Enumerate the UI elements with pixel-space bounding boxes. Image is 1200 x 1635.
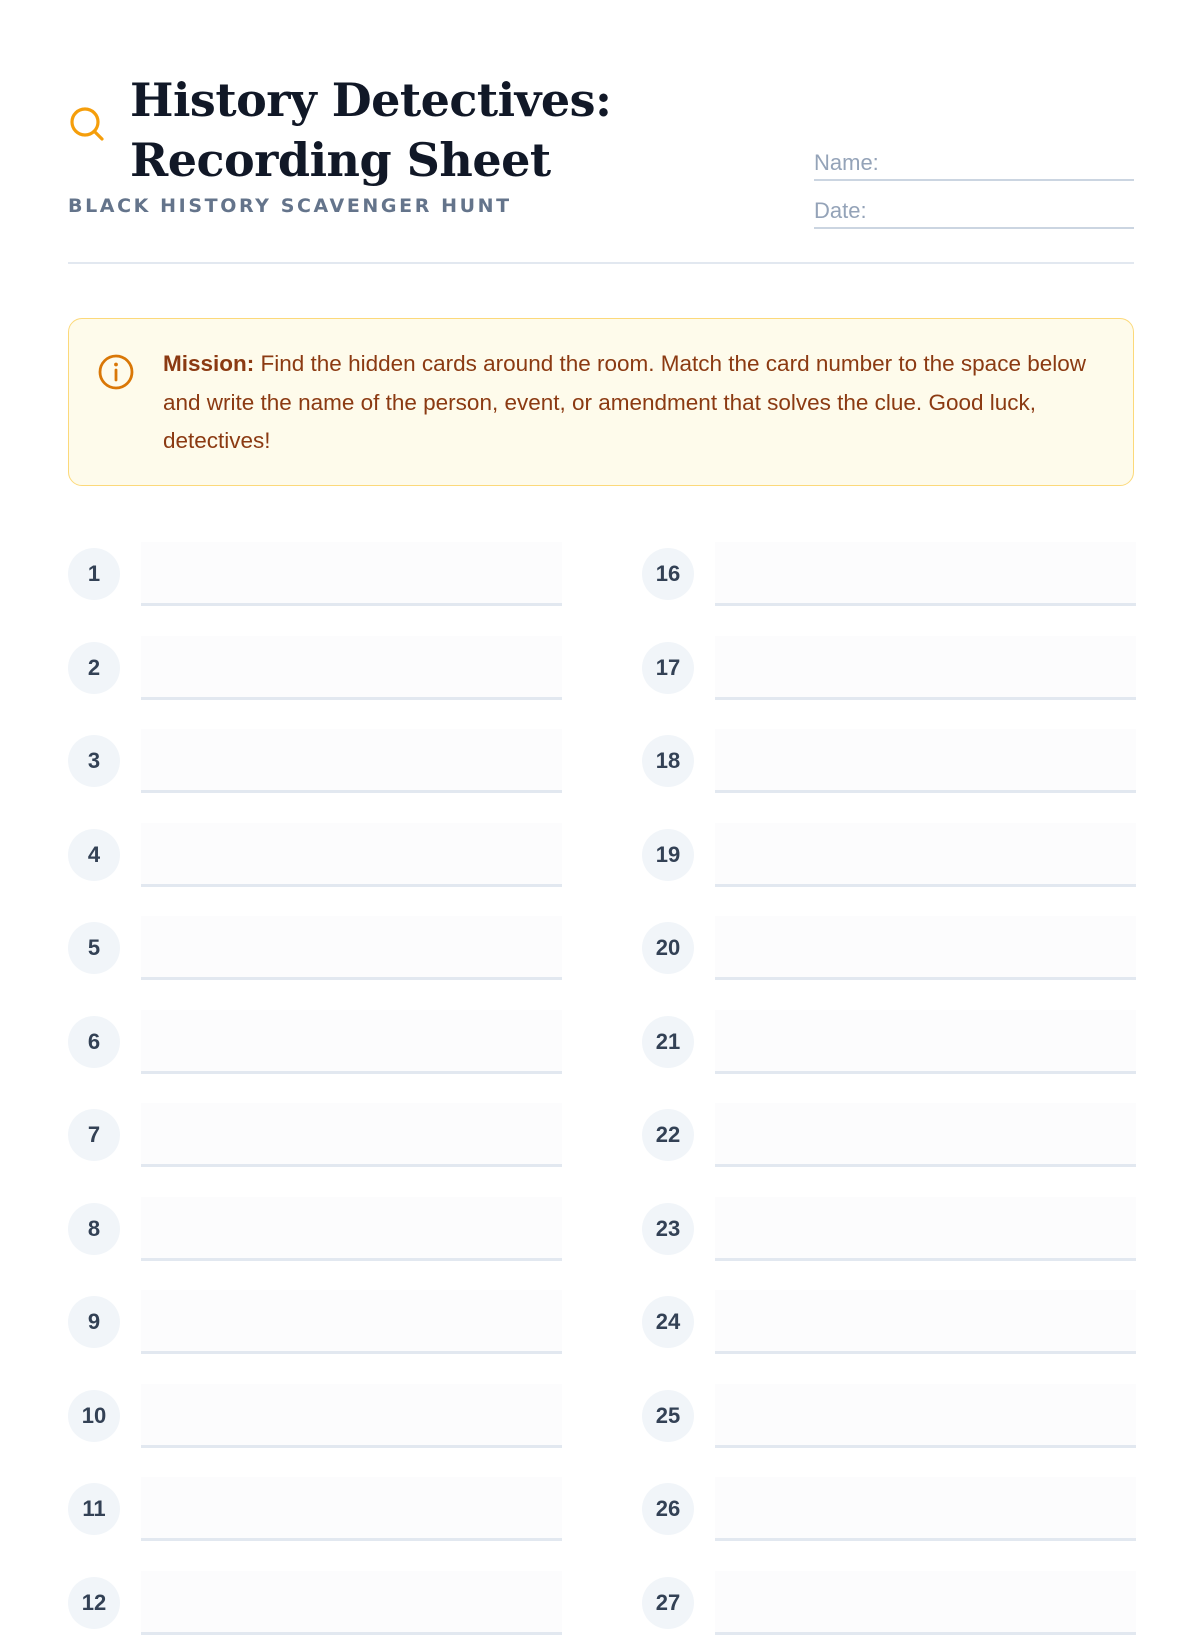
name-field[interactable] [814,137,1134,181]
answer-line[interactable] [141,1477,562,1541]
answer-line[interactable] [141,823,562,887]
answer-line[interactable] [141,729,562,793]
answer-row [642,636,1136,700]
answer-line[interactable] [715,916,1136,980]
answer-number: 19 [642,829,694,881]
answer-number: 2 [68,642,120,694]
answer-number: 9 [68,1296,120,1348]
answer-line[interactable] [715,1290,1136,1354]
answer-row [68,542,562,606]
answer-number: 11 [68,1483,120,1535]
answer-row [642,729,1136,793]
title-line-1: History Detectives: [130,73,612,127]
answer-number: 5 [68,922,120,974]
answer-row [642,1103,1136,1167]
answer-line[interactable] [715,823,1136,887]
header [68,70,1134,264]
answer-row [68,729,562,793]
answer-line[interactable] [715,636,1136,700]
answer-number: 7 [68,1109,120,1161]
answer-number: 1 [68,548,120,600]
answer-row [68,1103,562,1167]
answer-line[interactable] [141,1571,562,1635]
answer-row [642,823,1136,887]
answer-row [642,1384,1136,1448]
answer-line[interactable] [715,1197,1136,1261]
date-field[interactable] [814,185,1134,229]
answer-number: 27 [642,1577,694,1629]
answer-row [642,1477,1136,1541]
answer-number: 17 [642,642,694,694]
answer-number: 21 [642,1016,694,1068]
answer-number: 16 [642,548,694,600]
answer-line[interactable] [141,542,562,606]
answer-number: 3 [68,735,120,787]
answer-number: 4 [68,829,120,881]
answer-line[interactable] [715,1103,1136,1167]
answer-row [68,1010,562,1074]
answer-row [642,1290,1136,1354]
answer-number: 6 [68,1016,120,1068]
answer-row [68,1290,562,1354]
answer-number: 10 [68,1390,120,1442]
answer-number: 24 [642,1296,694,1348]
student-fields [814,137,1134,233]
answer-line[interactable] [141,1103,562,1167]
answer-row [68,1571,562,1635]
mission-body: Find the hidden cards around the room. Match the card number to the space below and write the name of the person, event, or amendment that solves the clue. Good luck, detectives! [163,351,1086,453]
mission-label: Mission: [163,351,255,376]
answer-line[interactable] [141,636,562,700]
answer-number: 23 [642,1203,694,1255]
answer-line[interactable] [715,1010,1136,1074]
answer-line[interactable] [715,1384,1136,1448]
answer-line[interactable] [141,1290,562,1354]
answer-number: 20 [642,922,694,974]
answer-row [68,916,562,980]
mission-callout [68,318,1134,486]
answer-row [642,1010,1136,1074]
title-line-2: Recording Sheet [130,133,551,187]
answer-line[interactable] [715,729,1136,793]
answer-line[interactable] [715,1477,1136,1541]
mission-text [163,345,1103,461]
page-title [130,70,612,190]
answer-row [68,1197,562,1261]
answer-number: 12 [68,1577,120,1629]
name-label: Name: [814,150,879,175]
answer-row [68,636,562,700]
answer-row [642,1197,1136,1261]
answer-row [642,542,1136,606]
answer-line[interactable] [715,1571,1136,1635]
answer-line[interactable] [141,916,562,980]
page-subtitle: BLACK HISTORY SCAVENGER HUNT [68,195,512,217]
answer-line[interactable] [141,1384,562,1448]
answer-number: 26 [642,1483,694,1535]
answer-row [68,823,562,887]
answer-number: 8 [68,1203,120,1255]
answer-line[interactable] [141,1010,562,1074]
answer-line[interactable] [715,542,1136,606]
answer-row [68,1477,562,1541]
date-label: Date: [814,198,867,223]
answer-row [642,916,1136,980]
answer-line[interactable] [141,1197,562,1261]
answer-number: 25 [642,1390,694,1442]
answer-row [642,1571,1136,1635]
answer-number: 18 [642,735,694,787]
answer-row [68,1384,562,1448]
answer-number: 22 [642,1109,694,1161]
